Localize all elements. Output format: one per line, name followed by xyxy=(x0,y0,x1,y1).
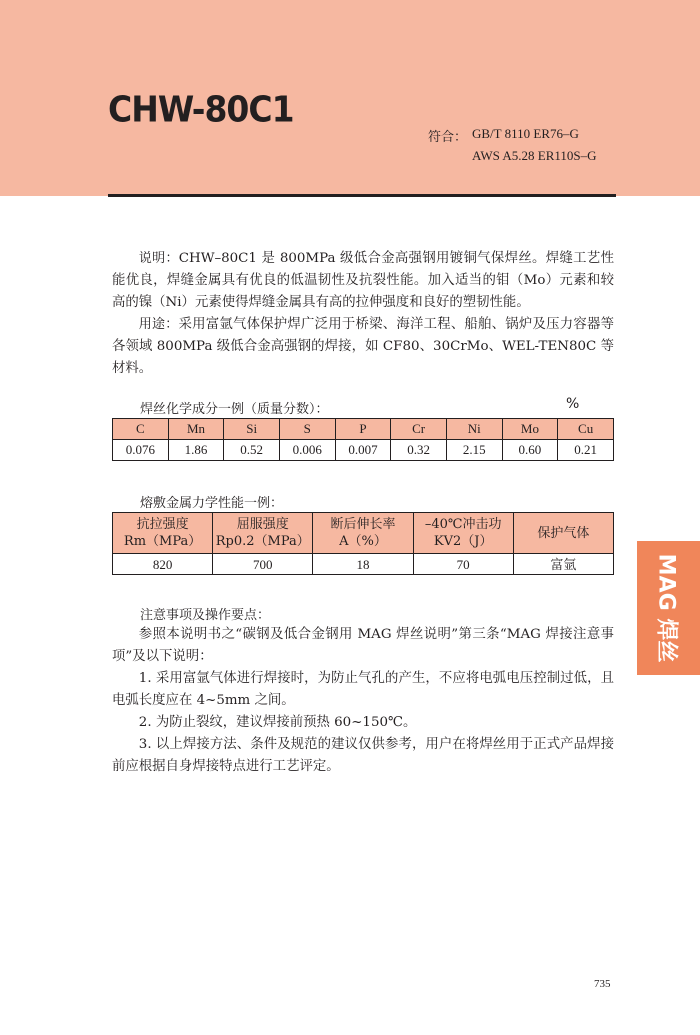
chem-value-cell: 0.006 xyxy=(279,440,335,461)
chem-value-cell: 0.007 xyxy=(335,440,391,461)
standard-line-1: GB/T 8110 ER76–G xyxy=(472,126,579,141)
mechanical-title: 熔敷金属力学性能一例： xyxy=(140,496,284,511)
chem-value-cell: 0.076 xyxy=(113,440,169,461)
mech-header-cell xyxy=(213,513,313,554)
chem-header-cell: P xyxy=(335,419,391,440)
standard-label: 符合： xyxy=(428,130,468,145)
mech-header-cell xyxy=(113,513,213,554)
notes-title: 注意事项及操作要点： xyxy=(140,608,271,623)
mechanical-value-row xyxy=(113,554,614,575)
mech-header-cell xyxy=(313,513,413,554)
chemistry-table xyxy=(112,418,614,461)
page-number: 735 xyxy=(594,978,611,990)
mech-header-line1: 保护气体 xyxy=(537,525,590,541)
mechanical-table xyxy=(112,512,614,575)
header-rule xyxy=(108,194,616,197)
mech-value-cell: 富氩 xyxy=(513,554,613,575)
chem-value-cell: 0.52 xyxy=(224,440,280,461)
chem-value-cell: 0.32 xyxy=(391,440,447,461)
description-label: 说明： xyxy=(138,251,179,266)
chem-header-cell: Mn xyxy=(168,419,224,440)
chem-value-cell: 2.15 xyxy=(446,440,502,461)
usage-text: 采用富氩气体保护焊广泛用于桥梁、海洋工程、船舶、锅炉及压力容器等各领域 800MPa 级低合金高强钢的焊接，如 CF80、30CrMo、WEL-TEN80C 等材料。 xyxy=(112,317,614,376)
mech-value-cell: 820 xyxy=(113,554,213,575)
chemistry-unit: % xyxy=(566,396,580,412)
note-item-1: 1. 采用富氩气体进行焊接时，为防止气孔的产生，不应将电弧电压控制过低，且电弧长度应在 4~5mm 之间。 xyxy=(112,671,614,708)
chem-header-cell: Ni xyxy=(446,419,502,440)
mech-header-line2: Rm（MPa） xyxy=(123,534,202,549)
chem-header-cell: Si xyxy=(224,419,280,440)
chem-header-cell: C xyxy=(113,419,169,440)
side-tab-label: MAG 焊丝 xyxy=(653,553,679,663)
mech-header-cell xyxy=(513,513,613,554)
notes-intro: 参照本说明书之“碳钢及低合金钢用 MAG 焊丝说明”第三条“MAG 焊接注意事项”及以下说明： xyxy=(112,627,614,664)
mech-value-cell: 70 xyxy=(413,554,513,575)
note-item-2: 2. 为防止裂纹，建议焊接前预热 60~150℃。 xyxy=(138,715,417,730)
mech-header-line1: –40℃冲击功 xyxy=(424,517,502,532)
mech-value-cell: 18 xyxy=(313,554,413,575)
chemistry-header-row xyxy=(113,419,614,440)
page-title: CHW-80C1 xyxy=(108,88,294,131)
chemistry-title: 焊丝化学成分一例（质量分数）： xyxy=(140,402,329,417)
usage-label: 用途： xyxy=(138,317,179,332)
standard-line-2: AWS A5.28 ER110S–G xyxy=(472,148,597,163)
chem-value-cell: 0.21 xyxy=(558,440,614,461)
mech-header-line2: KV2（J） xyxy=(433,534,493,549)
chem-header-cell: Cr xyxy=(391,419,447,440)
mech-header-cell xyxy=(413,513,513,554)
mech-header-line2: A（%） xyxy=(339,534,387,549)
header-band xyxy=(0,0,700,196)
mech-header-line1: 屈服强度 xyxy=(236,517,289,532)
chem-header-cell: S xyxy=(279,419,335,440)
mech-header-line1: 断后伸长率 xyxy=(330,517,396,532)
mechanical-header-row xyxy=(113,513,614,554)
chem-value-cell: 1.86 xyxy=(168,440,224,461)
chem-header-cell: Cu xyxy=(558,419,614,440)
description-paragraph xyxy=(112,248,614,314)
chemistry-value-row xyxy=(113,440,614,461)
mech-header-line1: 抗拉强度 xyxy=(136,517,189,532)
chem-header-cell: Mo xyxy=(502,419,558,440)
mech-header-line2: Rp0.2（MPa） xyxy=(215,534,310,549)
note-item-3: 3. 以上焊接方法、条件及规范的建议仅供参考，用户在将焊丝用于正式产品焊接前应根据自身焊接特点进行工艺评定。 xyxy=(112,737,614,774)
mech-value-cell: 700 xyxy=(213,554,313,575)
chem-value-cell: 0.60 xyxy=(502,440,558,461)
description-text: CHW–80C1 是 800MPa 级低合金高强钢用镀铜气保焊丝。焊缝工艺性能优良，焊缝金属具有优良的低温韧性及抗裂性能。加入适当的钼（Mo）元素和较高的镍（Ni）元素使得焊缝金属具有高的拉伸强度和良好的塑韧性能。 xyxy=(112,251,614,310)
usage-paragraph xyxy=(112,314,614,380)
